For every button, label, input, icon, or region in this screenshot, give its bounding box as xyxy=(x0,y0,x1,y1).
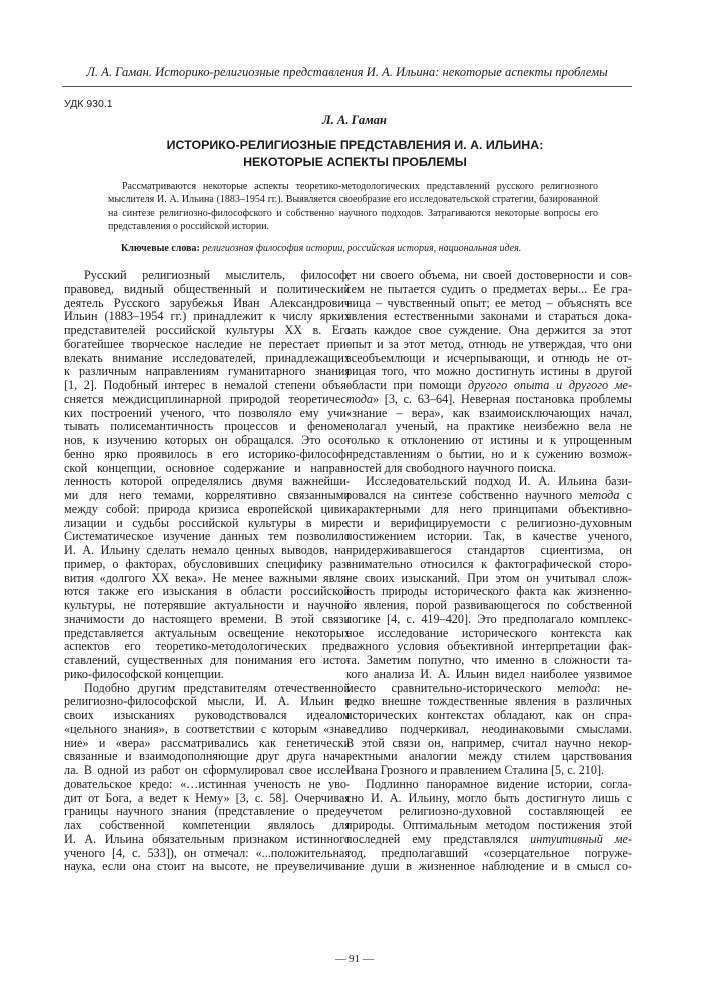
text-line: И. А. Ильину сделать немало ценных выводов, на- xyxy=(64,543,350,557)
text-line: И. А. Ильина обязательным признаком истинного xyxy=(64,831,350,846)
text-line: связанные и взаимодополняющие друг друга нача- xyxy=(64,749,350,764)
text-line: последней ему представлялся интуитивный ме- xyxy=(346,831,632,846)
udk-code: УДК 930.1 xyxy=(64,98,113,110)
body-column-left xyxy=(64,269,350,874)
text-line: ленность которой определялись двумя важнейши- xyxy=(64,474,350,489)
text-line: представляется актуальным освещение некоторых xyxy=(64,625,350,640)
text-line: зать каждое свое суждение. Она держится за этот xyxy=(346,323,632,337)
text-line: сно И. А. Ильину, могло быть достигнуто лишь с xyxy=(346,790,632,805)
text-line: кого анализа И. А. Ильин видел наиболее уязвимое xyxy=(346,666,632,681)
text-line: та. Заметим попутно, что именно в сложности та- xyxy=(346,653,632,667)
text-line: ностей для свободного научного поиска. xyxy=(346,460,557,475)
text-line: ученого [4, с. 533]), он отмечал: «...положительная xyxy=(64,845,350,860)
emphasis: тода xyxy=(570,680,598,695)
text-line: рико-философской концепции. xyxy=(64,666,224,681)
keywords-label: Ключевые слова: xyxy=(121,243,200,254)
text-line: В этой связи он, например, считал научно некор- xyxy=(346,735,632,750)
text-line: ность природы исторического факта как жизненно- xyxy=(346,584,632,599)
text-line: представлениям о бытии, но и к сужению возмож- xyxy=(346,446,632,461)
text-line: вития «долгого XX века». Не менее важными явля- xyxy=(64,570,350,585)
text-line: место сравнительно-исторического метода: не- xyxy=(346,680,632,695)
text-line: к различным направлениям гуманитарного знания xyxy=(64,364,350,379)
running-header: Л. А. Гаман. Историко-религиозные представления И. А. Ильина: некоторые аспекты проблемы xyxy=(86,65,608,79)
text-line: важного условия объективной интерпретации фак- xyxy=(346,639,632,654)
text-line: исторических контекстах обладают, как он спра- xyxy=(346,708,632,722)
text-line: влекать внимание исследователей, принадлежащих xyxy=(64,350,350,365)
text-line: Русский религиозный мыслитель, философ, xyxy=(84,268,350,282)
text-line: Ильин (1883–1954 гг.) принадлежит к числу ярких xyxy=(64,309,350,324)
text-line: внимательно относился к фактографической сторо- xyxy=(346,556,632,571)
text-line: полагал ученый, на практике неизбежно вела не xyxy=(346,419,632,434)
text-line: довательское кредо: «…истинная ученость не уво- xyxy=(64,776,350,791)
text-line: культуры, не потерявшие актуальности и научной xyxy=(64,598,350,612)
text-line: ла. В одной из работ он сформулировал свое иссле- xyxy=(64,763,350,777)
text-line: всеобъемлющи и исчерпывающи, и отнюдь не от- xyxy=(346,350,632,365)
text-line: логике [4, с. 419–420]. Это предполагало комплекс- xyxy=(346,611,632,626)
text-line: тод, предполагавший «созерцательное погруже- xyxy=(346,845,632,860)
page-number: — 91 — xyxy=(335,953,374,965)
text-line: «знание – вера», как взаимоисключающих начал, xyxy=(346,405,632,420)
text-line: бенно ярко проявилось в его историко-философ- xyxy=(64,446,350,461)
text-line: ведливо подчеркивал, неодинаковыми смыслами. xyxy=(346,721,632,736)
text-line: Систематическое изучение данных тем позволило xyxy=(64,529,350,544)
text-line: ких построений ученого, что позволяло ему учи- xyxy=(64,405,350,420)
abstract: Рассматриваются некоторые аспекты теоретико-методологических представлений русского религиозного мыслителя И. А. Ильина (1883–1954 гг.). Выявляется своеобразие его исследовательской стратегии, базированной на синтезе религиозно-философского и собственно научного подходов. Затрагиваются некоторые вопросы его представления о российской истории. xyxy=(108,181,598,233)
text-line: не своих изысканий. При этом он учитывал слож- xyxy=(346,570,632,585)
emphasis: тода xyxy=(346,391,373,406)
text-line: пример, о факторах, обусловивших специфику раз- xyxy=(64,556,350,571)
title-line: ИСТОРИКО-РЕЛИГИОЗНЫЕ ПРЕДСТАВЛЕНИЯ И. А. ИЛЬИНА: xyxy=(166,138,544,152)
emphasis: другого опыта и другого ме- xyxy=(468,378,632,392)
text-line: дит от Бога, а ведет к Нему» [3, с. 58]. Очерчивая xyxy=(64,790,350,805)
text-line: природы. Оптимальным методом постижения этой xyxy=(346,818,632,832)
emphasis: тода xyxy=(592,488,620,502)
emphasis: интуитивный ме- xyxy=(530,831,632,846)
text-line: богатейшее творческое наследие не перестает при- xyxy=(64,336,350,351)
text-line: области при помощи другого опыта и другого ме- xyxy=(346,378,632,392)
text-line: опыт и за этот метод, отнюдь не утверждая, что они xyxy=(346,336,632,351)
text-line: постижением истории. Так, в качестве ученого, xyxy=(346,529,632,544)
text-line: Исследовательский подход И. А. Ильина бази- xyxy=(366,474,632,489)
keywords xyxy=(121,242,601,255)
text-line: сем не пытается судить о предметах веры... Ее гра- xyxy=(346,281,632,296)
text-line: Ивана Грозного и правлением Сталина [5, с. 210]. xyxy=(346,763,605,777)
text-line: ской концепции, основное содержание и направ- xyxy=(64,460,350,475)
text-line: ми для него темами, коррелятивно связанными xyxy=(64,488,350,502)
text-line: явления естественными законами и стараться дока- xyxy=(346,309,632,324)
text-line: сняется междисциплинарной природой теоретичес- xyxy=(64,391,350,406)
text-line: представителей российской культуры XX в. Его xyxy=(64,323,350,337)
text-line: «цельного знания», в соответствии с которым «зна- xyxy=(64,721,350,736)
article-title xyxy=(60,137,650,171)
text-line: ет ни своего объема, ни своей достоверности и сов- xyxy=(346,268,632,282)
text-line: деятель Русского зарубежья Иван Александрович xyxy=(64,295,350,310)
text-line: только к отклонению от истины и к упрощенным xyxy=(346,433,632,447)
text-line: своих изысканиях руководствовался идеалом xyxy=(64,708,350,722)
body-column-right xyxy=(346,269,632,874)
text-line: сти и верифицируемости с религиозно-духовным xyxy=(346,515,632,530)
text-line: ница – чувственный опыт; ее метод – объяснять все xyxy=(346,295,632,310)
text-line: Подобно другим представителям отечественной xyxy=(84,680,350,695)
text-line: Подлинно панорамное видение истории, согла- xyxy=(366,776,632,791)
text-line: значимости до настоящего времени. В этой связи xyxy=(64,611,350,626)
text-line: лах собственной компетенции являлось для xyxy=(64,818,350,832)
header-rule xyxy=(62,86,632,87)
text-line: [1, 2]. Подобный интерес в немалой степени объя- xyxy=(64,378,350,392)
text-line: ное исследование исторического контекста как xyxy=(346,625,632,640)
text-line: рицая того, что можно достигнуть истины в другой xyxy=(346,364,632,379)
text-line: границы научного знания (представление о преде- xyxy=(64,804,350,819)
text-line: характерными для него принципами объективно- xyxy=(346,501,632,516)
text-line: ние души в жизненное наблюдение и в смысл со- xyxy=(346,859,632,874)
text-line: между собой: природа кризиса европейской циви- xyxy=(64,501,350,516)
text-line: религиозно-философской мысли, И. А. Ильин в xyxy=(64,694,350,709)
text-line: редко внешне тождественные явления в различных xyxy=(346,694,632,709)
text-line: го явления, порой развивающегося по собственной xyxy=(346,598,632,612)
text-line: тывать полисемантичность процессов и феноме- xyxy=(64,419,350,434)
text-line: наука, если она стоит на высоте, не преувеличива- xyxy=(64,859,350,874)
text-line: ректными аналогии между стилем царствования xyxy=(346,749,632,764)
text-line: аспектов его теоретико-методологических пред- xyxy=(64,639,350,654)
text-line: ставлений, существенных для понимания его исто- xyxy=(64,653,350,667)
text-line: ются также его изыскания в области российской xyxy=(64,584,350,599)
title-line: НЕКОТОРЫЕ АСПЕКТЫ ПРОБЛЕМЫ xyxy=(243,155,467,169)
text-line: ровался на синтезе собственно научного метода с xyxy=(346,488,632,502)
text-line: тода» [3, с. 63–64]. Неверная постановка проблемы xyxy=(346,391,632,406)
text-line: нов, к изучению которых он обращался. Это осо- xyxy=(64,433,350,447)
author-name: Л. А. Гаман xyxy=(322,113,387,127)
text-line: учетом религиозно-духовной составляющей ее xyxy=(346,804,632,819)
text-line: правовед, видный общественный и политический xyxy=(64,281,350,296)
keywords-value: религиозная философия истории, российская история, национальная идея. xyxy=(202,243,522,254)
text-line: лизации и судьбы российской культуры в мире. xyxy=(64,515,350,530)
text-line: придерживавшегося стандартов сциентизма, он xyxy=(346,543,632,557)
text-line: ние» и «вера» рассматривались как генетически xyxy=(64,735,350,750)
